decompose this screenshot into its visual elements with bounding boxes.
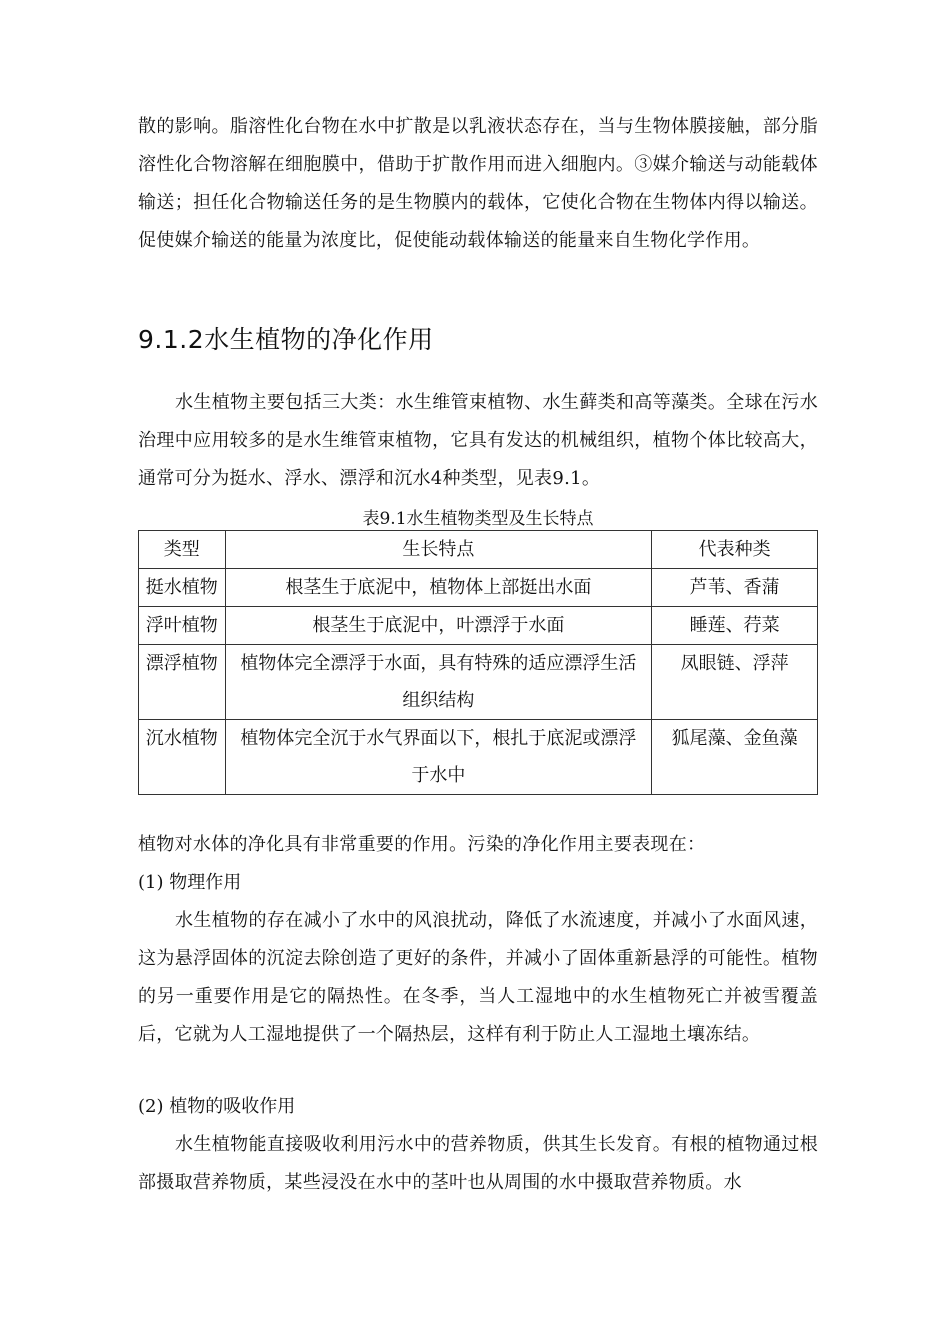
cell-species: 芦苇、香蒲 — [652, 569, 818, 607]
header-species: 代表种类 — [652, 531, 818, 569]
cell-type: 漂浮植物 — [139, 645, 226, 720]
subsection-2-title: (2) 植物的吸收作用 — [138, 1096, 296, 1117]
subsection-1-title: (1) 物理作用 — [138, 872, 242, 893]
cell-feature: 根茎生于底泥中，叶漂浮于水面 — [225, 607, 652, 645]
subsection-2-text: 水生植物能直接吸收利用污水中的营养物质，供其生长发育。有根的植物通过根部摄取营养物质，某些浸没在水中的茎叶也从周围的水中摄取营养物质。水 — [138, 1134, 818, 1193]
table-row — [139, 607, 818, 645]
subsection-1-text: 水生植物的存在减小了水中的风浪扰动，降低了水流速度，并减小了水面风速，这为悬浮固体的沉淀去除创造了更好的条件，并减小了固体重新悬浮的可能性。植物的另一重要作用是它的隔热性。在冬季，当人工湿地中的水生植物死亡并被雪覆盖后，它就为人工湿地提供了一个隔热层，这样有利于防止人工湿地土壤冻结。 — [138, 910, 818, 1045]
cell-feature: 根茎生于底泥中，植物体上部挺出水面 — [225, 569, 652, 607]
cell-type: 挺水植物 — [139, 569, 226, 607]
cell-type: 浮叶植物 — [139, 607, 226, 645]
table-row — [139, 720, 818, 795]
section-paragraph: 水生植物主要包括三大类：水生维管束植物、水生藓类和高等藻类。全球在污水治理中应用较多的是水生维管束植物，它具有发达的机械组织，植物个体比较高大，通常可分为挺水、浮水、漂浮和沉水4种类型，见表9.1。 — [138, 392, 818, 489]
cell-feature: 植物体完全沉于水气界面以下，根扎于底泥或漂浮于水中 — [225, 720, 652, 795]
cell-species: 睡莲、荇菜 — [652, 607, 818, 645]
table-row — [139, 645, 818, 720]
table-header-row — [139, 531, 818, 569]
plant-types-table — [138, 530, 818, 795]
cell-feature: 植物体完全漂浮于水面，具有特殊的适应漂浮生活组织结构 — [225, 645, 652, 720]
cell-species: 狐尾藻、金鱼藻 — [652, 720, 818, 795]
section-heading: 9.1.2水生植物的净化作用 — [138, 325, 434, 354]
table-caption: 表9.1水生植物类型及生长特点 — [362, 509, 594, 529]
intro-paragraph: 散的影响。脂溶性化台物在水中扩散是以乳液状态存在，当与生物体膜接触，部分脂溶性化合物溶解在细胞膜中，借助于扩散作用而进入细胞内。③媒介输送与动能载体输送；担任化合物输送任务的是生物膜内的载体，它使化合物在生物体内得以输送。促使媒介输送的能量为浓度比，促使能动载体输送的能量来自生物化学作用。 — [138, 116, 818, 251]
cell-species: 凤眼链、浮萍 — [652, 645, 818, 720]
after-table-paragraph: 植物对水体的净化具有非常重要的作用。污染的净化作用主要表现在： — [138, 834, 706, 855]
cell-type: 沉水植物 — [139, 720, 226, 795]
header-type: 类型 — [139, 531, 226, 569]
table-row — [139, 569, 818, 607]
header-feature: 生长特点 — [225, 531, 652, 569]
